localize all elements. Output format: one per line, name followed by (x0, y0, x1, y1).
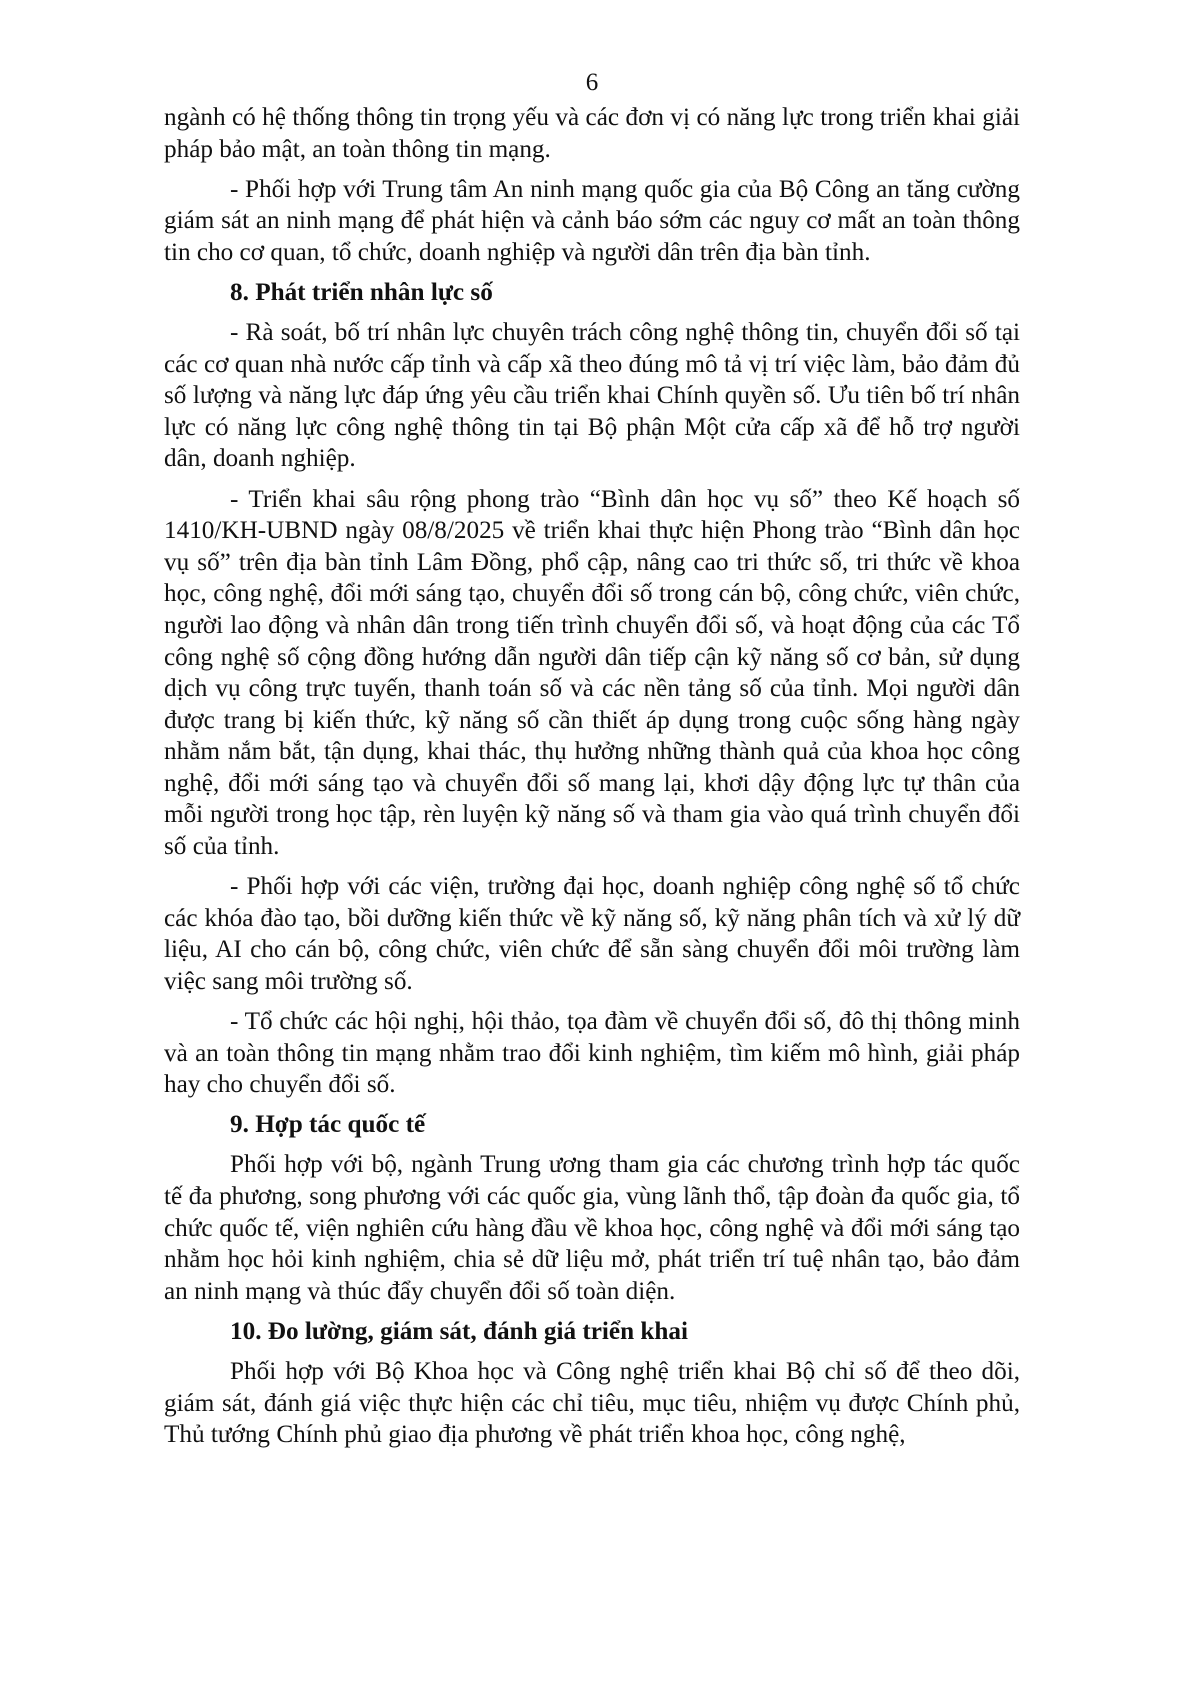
paragraph-conferences: - Tổ chức các hội nghị, hội thảo, tọa đàm về chuyển đổi số, đô thị thông minh và an toàn thông tin mạng nhằm trao đổi kinh nghiệm, tìm kiếm mô hình, giải pháp hay cho chuyển đổi số. (164, 1008, 1020, 1099)
paragraph-international-cooperation: Phối hợp với bộ, ngành Trung ương tham gia các chương trình hợp tác quốc tế đa phương, song phương với các quốc gia, vùng lãnh thổ, tập đoàn đa quốc gia, tổ chức quốc tế, viện nghiên cứu hàng đầu về khoa học, công nghệ và đổi mới sáng tạo nhằm học hỏi kinh nghiệm, chia sẻ dữ liệu mở, phát triển trí tuệ nhân tạo, bảo đảm an ninh mạng và thúc đẩy chuyển đổi số toàn diện. (164, 1151, 1020, 1305)
paragraph-continuation: ngành có hệ thống thông tin trọng yếu và các đơn vị có năng lực trong triển khai giải pháp bảo mật, an toàn thông tin mạng. (164, 104, 1020, 163)
paragraph-digital-literacy-movement: - Triển khai sâu rộng phong trào “Bình dân học vụ số” theo Kế hoạch số 1410/KH-UBND ngày 08/8/2025 về triển khai thực hiện Phong trào “Bình dân học vụ số” trên địa bàn tỉnh Lâm Đồng, phổ cập, nâng cao tri thức số, tri thức về khoa học, công nghệ, đổi mới sáng tạo, chuyển đổi số trong cán bộ, công chức, viên chức, người lao động và nhân dân trong tiến trình chuyển đổi số, và hoạt động của các Tổ công nghệ số cộng đồng hướng dẫn người dân tiếp cận kỹ năng số cơ bản, sử dụng dịch vụ công trực tuyến, thanh toán số và các nền tảng số của tỉnh. Mọi người dân được trang bị kiến thức, kỹ năng số cần thiết áp dụng trong cuộc sống hàng ngày nhằm nắm bắt, tận dụng, khai thác, thụ hưởng những thành quả của khoa học công nghệ, đổi mới sáng tạo và chuyển đổi số mang lại, khơi dậy động lực tự thân của mỗi người trong học tập, rèn luyện kỹ năng số và tham gia vào quá trình chuyển đổi số của tỉnh. (164, 485, 1020, 861)
document-page (164, 68, 1020, 1459)
paragraph-training-courses: - Phối hợp với các viện, trường đại học, doanh nghiệp công nghệ số tổ chức các khóa đào tạo, bồi dưỡng kiến thức về kỹ năng số, kỹ năng phân tích và xử lý dữ liệu, AI cho cán bộ, công chức, viên chức để sẵn sàng chuyển đổi môi trường làm việc sang môi trường số. (164, 873, 1020, 995)
paragraph-staff-review: - Rà soát, bố trí nhân lực chuyên trách công nghệ thông tin, chuyển đổi số tại các cơ quan nhà nước cấp tỉnh và cấp xã theo đúng mô tả vị trí việc làm, bảo đảm đủ số lượng và năng lực đáp ứng yêu cầu triển khai Chính quyền số. Ưu tiên bố trí nhân lực có năng lực công nghệ thông tin tại Bộ phận Một cửa cấp xã để hỗ trợ người dân, doanh nghiệp. (164, 319, 1020, 473)
section-heading-9-international-cooperation: 9. Hợp tác quốc tế (230, 1111, 426, 1139)
section-heading-8-digital-workforce: 8. Phát triển nhân lực số (230, 278, 493, 306)
paragraph-measurement: Phối hợp với Bộ Khoa học và Công nghệ triển khai Bộ chỉ số để theo dõi, giám sát, đánh giá việc thực hiện các chỉ tiêu, mục tiêu, nhiệm vụ được Chính phủ, Thủ tướng Chính phủ giao địa phương về phát triển khoa học, công nghệ, (164, 1357, 1020, 1449)
paragraph-cybersecurity-monitoring: - Phối hợp với Trung tâm An ninh mạng quốc gia của Bộ Công an tăng cường giám sát an ninh mạng để phát hiện và cảnh báo sớm các nguy cơ mất an toàn thông tin cho cơ quan, tổ chức, doanh nghiệp và người dân trên địa bàn tỉnh. (164, 175, 1020, 266)
page-number: 6 (585, 69, 599, 96)
section-heading-10-measurement: 10. Đo lường, giám sát, đánh giá triển khai (230, 1317, 689, 1345)
